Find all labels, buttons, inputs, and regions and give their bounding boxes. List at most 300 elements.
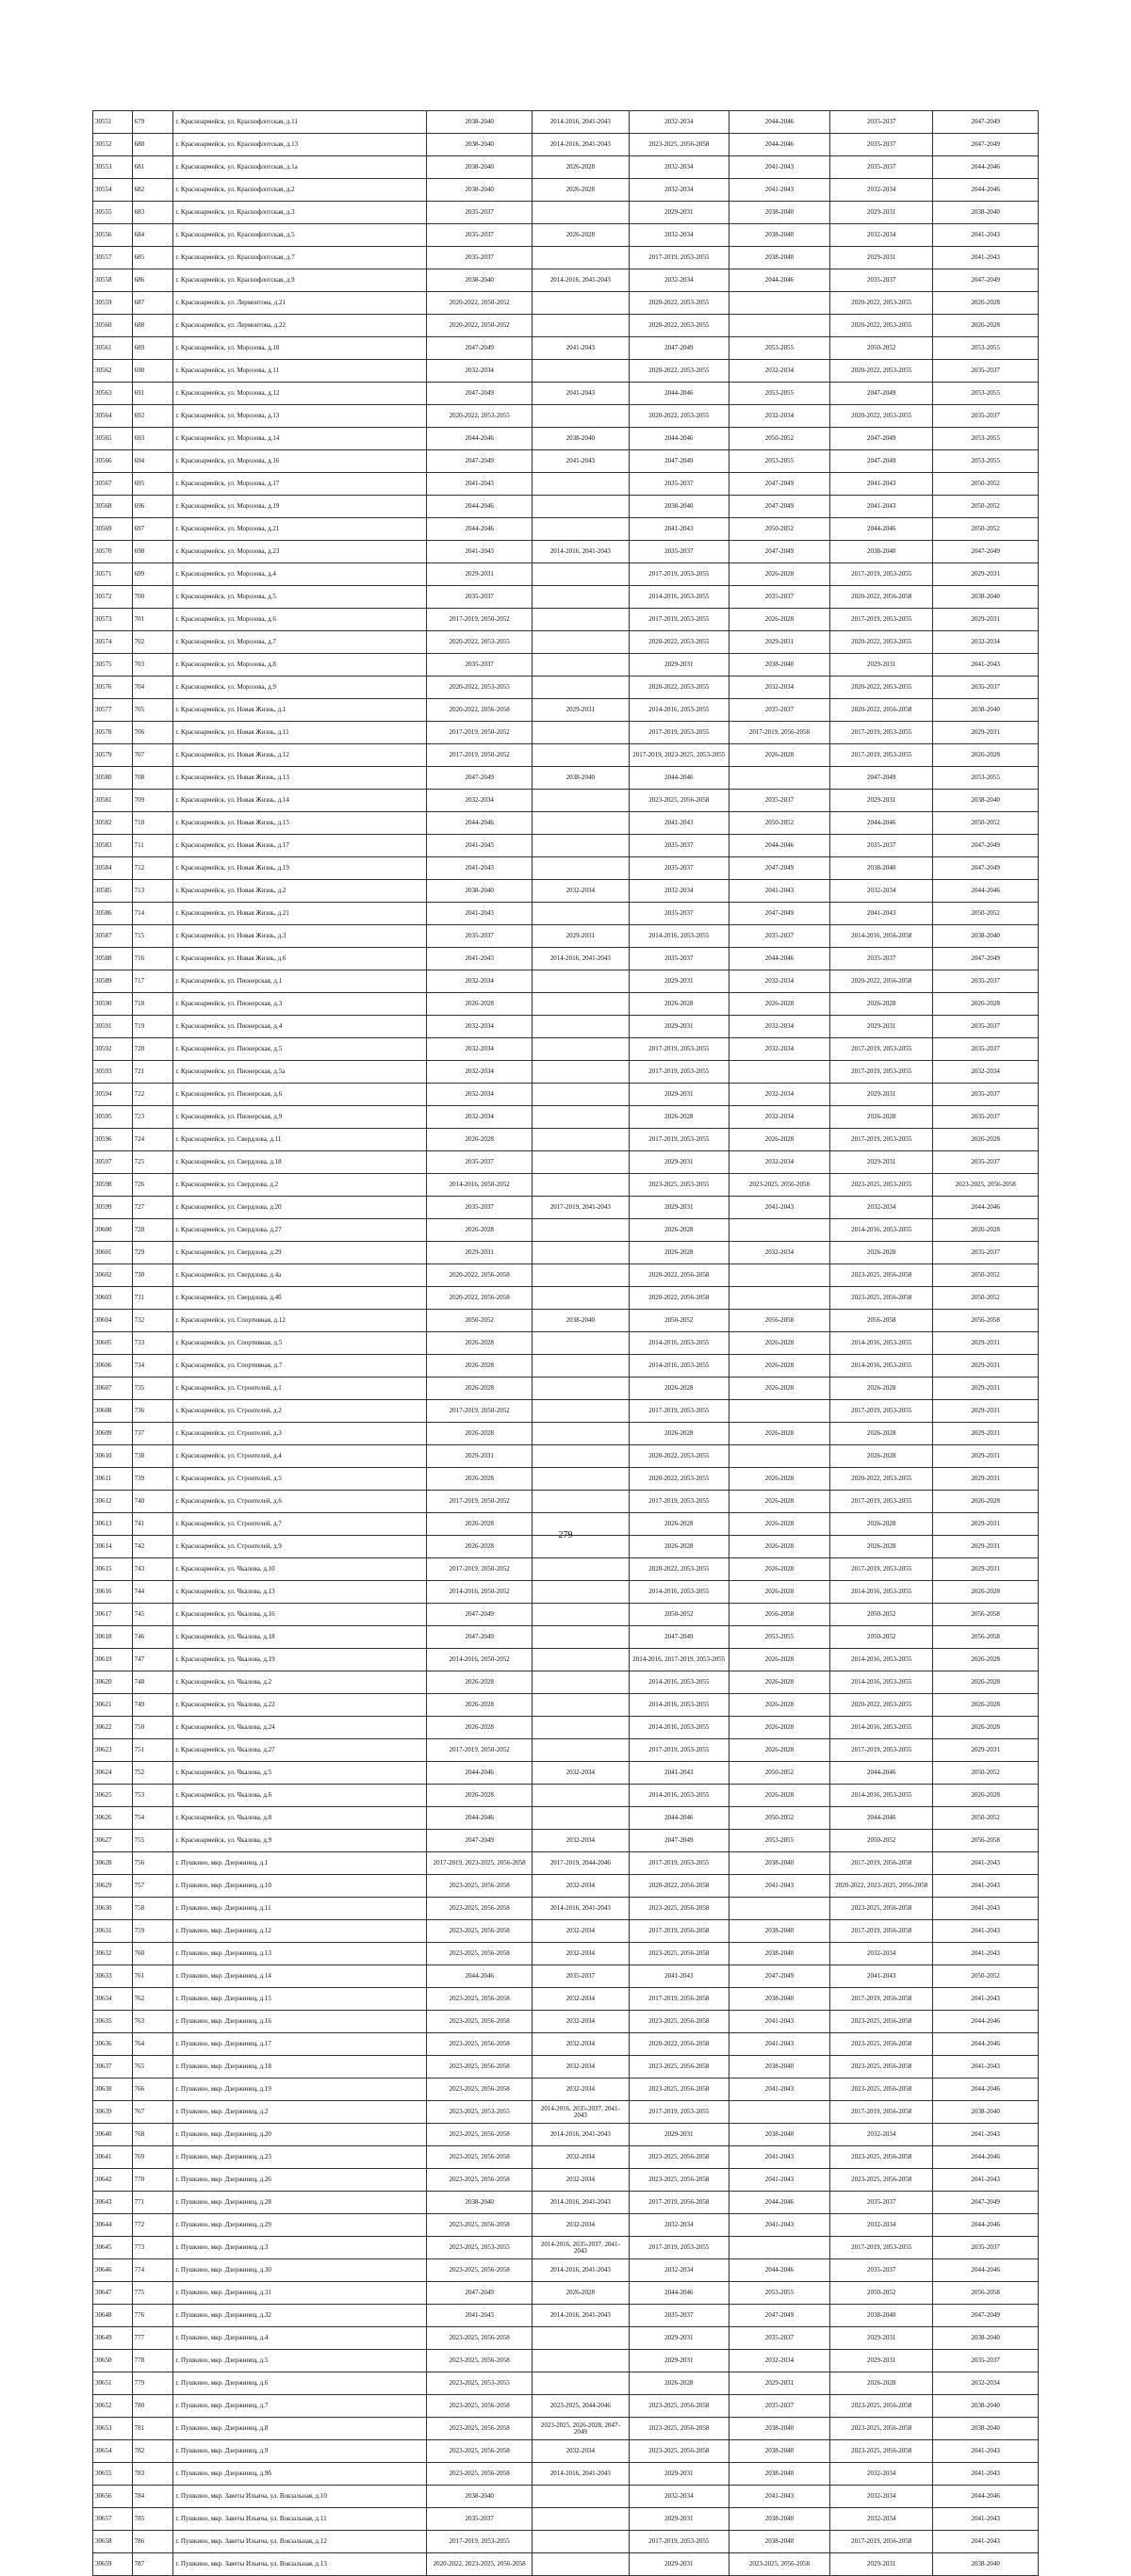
cell-id: 30637 <box>93 2056 133 2079</box>
cell-p4: 2044-2046 <box>729 134 829 156</box>
table-row <box>93 1445 1039 1468</box>
cell-address: г. Пушкино, мкр. Дзержинец, д.6 <box>173 2372 427 2395</box>
cell-p4: 2053-2055 <box>729 2282 829 2305</box>
cell-id: 30567 <box>93 473 133 496</box>
cell-p5: 2014-2016, 2053-2055 <box>830 1671 933 1694</box>
table-row <box>93 1807 1039 1830</box>
cell-address: г. Красноармейск, ул. Пионерская, д.4 <box>173 1016 427 1038</box>
cell-p6: 2044-2046 <box>933 2259 1039 2282</box>
cell-p2 <box>532 1016 629 1038</box>
cell-p4: 2038-2040 <box>729 2124 829 2146</box>
cell-p1: 2035-2037 <box>427 1151 533 1174</box>
cell-p1: 2041-2043 <box>427 835 533 857</box>
cell-address: г. Пушкино, мкр. Дзержинец, д.29 <box>173 2214 427 2237</box>
cell-id: 30577 <box>93 699 133 722</box>
cell-address: г. Красноармейск, ул. Морозова, д.16 <box>173 450 427 473</box>
cell-p5: 2032-2034 <box>830 224 933 247</box>
cell-p5: 2014-2016, 2053-2055 <box>830 1581 933 1604</box>
cell-id: 30631 <box>93 1920 133 1943</box>
cell-address: г. Красноармейск, ул. Краснофлотская, д.13 <box>173 134 427 156</box>
cell-p4: 2035-2037 <box>729 925 829 948</box>
cell-p5: 2026-2028 <box>830 1423 933 1445</box>
cell-p4: 2038-2040 <box>729 2418 829 2440</box>
cell-p3: 2017-2019, 2053-2055 <box>629 2531 729 2553</box>
cell-id: 30627 <box>93 1830 133 1852</box>
table-row <box>93 518 1039 541</box>
cell-p2 <box>532 1717 629 1739</box>
cell-p4: 2032-2034 <box>729 1106 829 1129</box>
cell-address: г. Красноармейск, ул. Новая Жизнь, д.13 <box>173 767 427 790</box>
cell-address: г. Пушкино, мкр. Заветы Ильича, ул. Вокзальная, д.12 <box>173 2531 427 2553</box>
cell-id: 30629 <box>93 1875 133 1898</box>
cell-p4: 2050-2052 <box>729 1807 829 1830</box>
table-row <box>93 2214 1039 2237</box>
table-row <box>93 1604 1039 1626</box>
table-row <box>93 360 1039 383</box>
cell-p6: 2041-2043 <box>933 2508 1039 2531</box>
cell-p4: 2038-2040 <box>729 1852 829 1875</box>
cell-num: 742 <box>132 1536 173 1558</box>
cell-p2: 2014-2016, 2041-2043 <box>532 948 629 970</box>
cell-p6: 2044-2046 <box>933 156 1039 179</box>
cell-p6: 2026-2028 <box>933 1785 1039 1807</box>
cell-p5: 2020-2022, 2053-2055 <box>830 1468 933 1491</box>
cell-p1: 2035-2037 <box>427 247 533 269</box>
cell-p4: 2026-2028 <box>729 1717 829 1739</box>
cell-p1: 2026-2028 <box>427 1423 533 1445</box>
cell-p5: 2017-2019, 2053-2055 <box>830 1491 933 1513</box>
cell-num: 774 <box>132 2259 173 2282</box>
cell-p4: 2026-2028 <box>729 993 829 1016</box>
table-row <box>93 2056 1039 2079</box>
cell-p2 <box>532 1129 629 1151</box>
cell-p4: 2056-2058 <box>729 1310 829 1332</box>
cell-num: 772 <box>132 2214 173 2237</box>
cell-p1: 2047-2049 <box>427 450 533 473</box>
cell-address: г. Красноармейск, ул. Свердлова, д.27 <box>173 1219 427 1242</box>
cell-p2 <box>532 970 629 993</box>
cell-address: г. Красноармейск, ул. Чкалова, д.18 <box>173 1626 427 1649</box>
cell-address: г. Красноармейск, ул. Новая Жизнь, д.6 <box>173 948 427 970</box>
cell-id: 30552 <box>93 134 133 156</box>
table-row <box>93 428 1039 450</box>
cell-address: г. Красноармейск, ул. Морозова, д.9 <box>173 677 427 699</box>
cell-address: г. Красноармейск, ул. Строителей, д.1 <box>173 1378 427 1400</box>
cell-p2: 2038-2040 <box>532 428 629 450</box>
table-row <box>93 1920 1039 1943</box>
cell-p3: 2023-2025, 2056-2058 <box>629 134 729 156</box>
cell-address: г. Красноармейск, ул. Новая Жизнь, д.11 <box>173 722 427 744</box>
cell-num: 762 <box>132 1988 173 2011</box>
cell-address: г. Пушкино, мкр. Дзержинец, д.23 <box>173 2146 427 2169</box>
cell-p5: 2026-2028 <box>830 1445 933 1468</box>
table-row <box>93 1151 1039 1174</box>
cell-id: 30581 <box>93 790 133 812</box>
table-row <box>93 1671 1039 1694</box>
table-row <box>93 903 1039 925</box>
cell-p1: 2041-2043 <box>427 541 533 563</box>
cell-num: 734 <box>132 1355 173 1378</box>
cell-p6: 2041-2043 <box>933 247 1039 269</box>
cell-address: г. Красноармейск, ул. Чкалова, д.19 <box>173 1649 427 1671</box>
cell-p3: 2017-2019, 2056-2058 <box>629 1920 729 1943</box>
cell-p1: 2038-2040 <box>427 269 533 292</box>
cell-p3: 2017-2019, 2053-2055 <box>629 2237 729 2259</box>
cell-address: г. Пушкино, мкр. Дзержинец, д.17 <box>173 2033 427 2056</box>
cell-p5: 2032-2034 <box>830 1943 933 1965</box>
cell-id: 30587 <box>93 925 133 948</box>
cell-id: 30576 <box>93 677 133 699</box>
cell-id: 30599 <box>93 1197 133 1219</box>
cell-num: 730 <box>132 1264 173 1287</box>
cell-p1: 2026-2028 <box>427 1694 533 1717</box>
cell-p4 <box>729 1061 829 1084</box>
cell-address: г. Красноармейск, ул. Новая Жизнь, д.19 <box>173 857 427 880</box>
cell-p4: 2035-2037 <box>729 699 829 722</box>
cell-p5: 2026-2028 <box>830 1513 933 1536</box>
cell-id: 30585 <box>93 880 133 903</box>
cell-p1: 2026-2028 <box>427 1355 533 1378</box>
cell-p4: 2038-2040 <box>729 202 829 224</box>
table-row <box>93 1129 1039 1151</box>
cell-p5: 2014-2016, 2053-2055 <box>830 1649 933 1671</box>
cell-p4: 2032-2034 <box>729 405 829 428</box>
cell-p6: 2029-2031 <box>933 563 1039 586</box>
cell-p2 <box>532 586 629 609</box>
cell-p4: 2047-2049 <box>729 857 829 880</box>
cell-p6: 2038-2040 <box>933 790 1039 812</box>
table-row <box>93 2553 1039 2576</box>
cell-p3: 2023-2025, 2056-2058 <box>629 2146 729 2169</box>
cell-p2: 2026-2028 <box>532 224 629 247</box>
cell-p5: 2014-2016, 2053-2055 <box>830 1219 933 1242</box>
cell-num: 680 <box>132 134 173 156</box>
cell-p5: 2029-2031 <box>830 2350 933 2372</box>
cell-p6: 2041-2043 <box>933 2531 1039 2553</box>
cell-num: 692 <box>132 405 173 428</box>
cell-address: г. Красноармейск, ул. Новая Жизнь, д.21 <box>173 903 427 925</box>
table-row <box>93 1038 1039 1061</box>
cell-p6: 2050-2052 <box>933 496 1039 518</box>
cell-p1: 2038-2040 <box>427 2192 533 2214</box>
cell-p4: 2026-2028 <box>729 1649 829 1671</box>
table-row <box>93 1785 1039 1807</box>
cell-p6: 2029-2031 <box>933 1400 1039 1423</box>
cell-id: 30653 <box>93 2418 133 2440</box>
table-row <box>93 880 1039 903</box>
cell-p4 <box>729 1219 829 1242</box>
cell-p3: 2026-2028 <box>629 2372 729 2395</box>
cell-num: 720 <box>132 1038 173 1061</box>
cell-p3: 2020-2022, 2053-2055 <box>629 677 729 699</box>
cell-p3: 2047-2049 <box>629 450 729 473</box>
cell-p3: 2017-2019, 2053-2055 <box>629 609 729 631</box>
table-row <box>93 156 1039 179</box>
cell-p5: 2050-2052 <box>830 1830 933 1852</box>
cell-p2 <box>532 677 629 699</box>
cell-address: г. Пушкино, мкр. Дзержинец, д.20 <box>173 2124 427 2146</box>
cell-p2 <box>532 1264 629 1287</box>
cell-p5: 2050-2052 <box>830 1604 933 1626</box>
cell-id: 30642 <box>93 2169 133 2192</box>
cell-p2: 2026-2028 <box>532 2282 629 2305</box>
cell-p5: 2026-2028 <box>830 2372 933 2395</box>
cell-p2: 2032-2034 <box>532 2146 629 2169</box>
cell-p2: 2032-2034 <box>532 1875 629 1898</box>
cell-p2 <box>532 1694 629 1717</box>
cell-p4 <box>729 1287 829 1310</box>
cell-p1: 2023-2025, 2056-2058 <box>427 2033 533 2056</box>
cell-id: 30640 <box>93 2124 133 2146</box>
cell-p1: 2032-2034 <box>427 1038 533 1061</box>
cell-p5: 2029-2031 <box>830 790 933 812</box>
cell-p3: 2029-2031 <box>629 202 729 224</box>
cell-id: 30595 <box>93 1106 133 1129</box>
cell-p6: 2026-2028 <box>933 1129 1039 1151</box>
cell-p4: 2044-2046 <box>729 2192 829 2214</box>
cell-p3: 2020-2022, 2056-2058 <box>629 1875 729 1898</box>
cell-p3: 2044-2046 <box>629 383 729 405</box>
cell-address: г. Красноармейск, ул. Морозова, д.23 <box>173 541 427 563</box>
cell-p3: 2029-2031 <box>629 970 729 993</box>
cell-p1: 2023-2025, 2056-2058 <box>427 2124 533 2146</box>
cell-p1: 2047-2049 <box>427 383 533 405</box>
cell-p6: 2032-2034 <box>933 631 1039 654</box>
cell-p1: 2050-2052 <box>427 1310 533 1332</box>
cell-p3: 2020-2022, 2053-2055 <box>629 292 729 315</box>
cell-p5: 2044-2046 <box>830 812 933 835</box>
cell-p2 <box>532 2553 629 2576</box>
cell-p6: 2026-2028 <box>933 315 1039 337</box>
cell-p3: 2023-2025, 2056-2058 <box>629 2169 729 2192</box>
cell-p3: 2020-2022, 2056-2058 <box>629 1287 729 1310</box>
cell-p1: 2014-2016, 2050-2052 <box>427 1649 533 1671</box>
table-row <box>93 1649 1039 1671</box>
cell-p3: 2017-2019, 2053-2055 <box>629 722 729 744</box>
cell-address: г. Красноармейск, ул. Пионерская, д.9 <box>173 1106 427 1129</box>
cell-p5: 2032-2034 <box>830 1197 933 1219</box>
cell-address: г. Красноармейск, ул. Морозова, д.19 <box>173 496 427 518</box>
cell-num: 706 <box>132 722 173 744</box>
cell-address: г. Красноармейск, ул. Чкалова, д.9 <box>173 1830 427 1852</box>
cell-p5: 2026-2028 <box>830 1536 933 1558</box>
cell-p3: 2014-2016, 2053-2055 <box>629 699 729 722</box>
cell-id: 30618 <box>93 1626 133 1649</box>
cell-num: 744 <box>132 1581 173 1604</box>
cell-p1: 2035-2037 <box>427 1197 533 1219</box>
cell-id: 30621 <box>93 1694 133 1717</box>
cell-p3: 2014-2016, 2053-2055 <box>629 1332 729 1355</box>
cell-id: 30575 <box>93 654 133 677</box>
cell-p2: 2032-2034 <box>532 2011 629 2033</box>
cell-p6: 2050-2052 <box>933 1287 1039 1310</box>
cell-num: 783 <box>132 2463 173 2486</box>
cell-id: 30609 <box>93 1423 133 1445</box>
cell-num: 693 <box>132 428 173 450</box>
cell-address: г. Красноармейск, ул. Краснофлотская, д.1а <box>173 156 427 179</box>
cell-p1: 2044-2046 <box>427 428 533 450</box>
cell-id: 30633 <box>93 1965 133 1988</box>
cell-address: г. Красноармейск, ул. Морозова, д.4 <box>173 563 427 586</box>
cell-id: 30628 <box>93 1852 133 1875</box>
cell-p4: 2026-2028 <box>729 609 829 631</box>
cell-p4: 2050-2052 <box>729 1762 829 1785</box>
cell-num: 682 <box>132 179 173 202</box>
cell-id: 30632 <box>93 1943 133 1965</box>
cell-num: 749 <box>132 1694 173 1717</box>
cell-address: г. Пушкино, мкр. Дзержинец, д.1 <box>173 1852 427 1875</box>
cell-p2: 2032-2034 <box>532 2169 629 2192</box>
cell-p3: 2029-2031 <box>629 2508 729 2531</box>
table-row <box>93 2146 1039 2169</box>
cell-p4: 2050-2052 <box>729 518 829 541</box>
cell-p5: 2023-2025, 2056-2058 <box>830 2418 933 2440</box>
cell-p4: 2047-2049 <box>729 2305 829 2327</box>
table-row <box>93 2418 1039 2440</box>
cell-p1: 2044-2046 <box>427 1807 533 1830</box>
cell-id: 30570 <box>93 541 133 563</box>
cell-id: 30623 <box>93 1739 133 1762</box>
cell-p2 <box>532 1084 629 1106</box>
cell-p1: 2023-2025, 2056-2058 <box>427 2418 533 2440</box>
cell-p4: 2053-2055 <box>729 383 829 405</box>
cell-p6: 2041-2043 <box>933 2169 1039 2192</box>
cell-id: 30636 <box>93 2033 133 2056</box>
cell-p4: 2044-2046 <box>729 2259 829 2282</box>
cell-p3: 2026-2028 <box>629 1423 729 1445</box>
cell-address: г. Красноармейск, ул. Чкалова, д.24 <box>173 1717 427 1739</box>
cell-p3: 2020-2022, 2053-2055 <box>629 405 729 428</box>
cell-p5: 2032-2034 <box>830 2463 933 2486</box>
cell-num: 764 <box>132 2033 173 2056</box>
cell-p4: 2047-2049 <box>729 496 829 518</box>
cell-p4 <box>729 315 829 337</box>
cell-address: г. Пушкино, мкр. Дзержинец, д.13 <box>173 1943 427 1965</box>
cell-p1: 2035-2037 <box>427 224 533 247</box>
cell-address: г. Красноармейск, ул. Морозова, д.11 <box>173 360 427 383</box>
cell-p2 <box>532 654 629 677</box>
cell-p2: 2026-2028 <box>532 179 629 202</box>
cell-num: 755 <box>132 1830 173 1852</box>
cell-address: г. Красноармейск, ул. Строителей, д.3 <box>173 1423 427 1445</box>
cell-p4 <box>729 2237 829 2259</box>
cell-p6: 2032-2034 <box>933 1061 1039 1084</box>
cell-id: 30586 <box>93 903 133 925</box>
cell-p1: 2044-2046 <box>427 1965 533 1988</box>
cell-p5: 2017-2019, 2056-2058 <box>830 2531 933 2553</box>
cell-p3: 2029-2031 <box>629 2350 729 2372</box>
table-row <box>93 699 1039 722</box>
table-row <box>93 2011 1039 2033</box>
cell-id: 30658 <box>93 2531 133 2553</box>
cell-id: 30582 <box>93 812 133 835</box>
cell-p6: 2050-2052 <box>933 1965 1039 1988</box>
table-row <box>93 857 1039 880</box>
cell-num: 765 <box>132 2056 173 2079</box>
table-row <box>93 812 1039 835</box>
cell-p1: 2038-2040 <box>427 880 533 903</box>
cell-p3: 2047-2049 <box>629 1626 729 1649</box>
cell-num: 777 <box>132 2327 173 2350</box>
cell-address: г. Пушкино, мкр. Дзержинец, д.14 <box>173 1965 427 1988</box>
cell-p6: 2047-2049 <box>933 111 1039 134</box>
cell-p6: 2056-2058 <box>933 1604 1039 1626</box>
cell-p3: 2014-2016, 2053-2055 <box>629 1785 729 1807</box>
cell-p3: 2023-2025, 2056-2058 <box>629 1898 729 1920</box>
cell-p4: 2035-2037 <box>729 586 829 609</box>
cell-p1: 2017-2019, 2023-2025, 2056-2058 <box>427 1852 533 1875</box>
cell-p4: 2026-2028 <box>729 744 829 767</box>
cell-p6: 2056-2058 <box>933 2282 1039 2305</box>
cell-num: 679 <box>132 111 173 134</box>
cell-p4: 2038-2040 <box>729 1988 829 2011</box>
cell-p4: 2029-2031 <box>729 2372 829 2395</box>
cell-p4: 2047-2049 <box>729 1965 829 1988</box>
cell-p3: 2023-2025, 2056-2058 <box>629 2056 729 2079</box>
cell-p5: 2035-2037 <box>830 2192 933 2214</box>
cell-num: 687 <box>132 292 173 315</box>
cell-p2 <box>532 609 629 631</box>
cell-id: 30572 <box>93 586 133 609</box>
cell-num: 769 <box>132 2146 173 2169</box>
cell-p1: 2026-2028 <box>427 993 533 1016</box>
cell-p4: 2023-2025, 2056-2058 <box>729 1174 829 1197</box>
cell-p1: 2023-2025, 2056-2058 <box>427 1943 533 1965</box>
cell-p4: 2041-2043 <box>729 1197 829 1219</box>
cell-p5: 2017-2019, 2053-2055 <box>830 563 933 586</box>
cell-p6: 2038-2040 <box>933 2418 1039 2440</box>
cell-p6: 2050-2052 <box>933 1762 1039 1785</box>
cell-id: 30566 <box>93 450 133 473</box>
cell-p5: 2047-2049 <box>830 767 933 790</box>
table-row <box>93 2350 1039 2372</box>
cell-p5: 2023-2025, 2056-2058 <box>830 2395 933 2418</box>
cell-p5: 2035-2037 <box>830 2259 933 2282</box>
table-row <box>93 405 1039 428</box>
cell-address: г. Красноармейск, ул. Морозова, д.7 <box>173 631 427 654</box>
cell-address: г. Красноармейск, ул. Пионерская, д.5а <box>173 1061 427 1084</box>
cell-p6: 2038-2040 <box>933 2327 1039 2350</box>
cell-p2 <box>532 1219 629 1242</box>
cell-address: г. Пушкино, мкр. Дзержинец, д.3 <box>173 2237 427 2259</box>
cell-p6: 2050-2052 <box>933 903 1039 925</box>
cell-num: 716 <box>132 948 173 970</box>
cell-id: 30553 <box>93 156 133 179</box>
cell-p5: 2020-2022, 2056-2058 <box>830 970 933 993</box>
cell-p1: 2023-2025, 2056-2058 <box>427 2146 533 2169</box>
cell-p4: 2035-2037 <box>729 790 829 812</box>
cell-p4: 2032-2034 <box>729 1016 829 1038</box>
cell-p5: 2029-2031 <box>830 2553 933 2576</box>
cell-p1: 2020-2022, 2023-2025, 2056-2058 <box>427 2553 533 2576</box>
cell-p1: 2032-2034 <box>427 1016 533 1038</box>
cell-num: 705 <box>132 699 173 722</box>
cell-p5: 2026-2028 <box>830 1106 933 1129</box>
cell-address: г. Красноармейск, ул. Строителей, д.7 <box>173 1513 427 1536</box>
cell-num: 770 <box>132 2169 173 2192</box>
cell-p3: 2014-2016, 2053-2055 <box>629 1694 729 1717</box>
cell-p6: 2035-2037 <box>933 405 1039 428</box>
cell-p3: 2020-2022, 2053-2055 <box>629 1445 729 1468</box>
cell-id: 30606 <box>93 1355 133 1378</box>
cell-num: 750 <box>132 1717 173 1739</box>
cell-p6: 2029-2031 <box>933 722 1039 744</box>
cell-p2: 2038-2040 <box>532 767 629 790</box>
cell-id: 30612 <box>93 1491 133 1513</box>
cell-p6: 2041-2043 <box>933 2463 1039 2486</box>
cell-num: 758 <box>132 1898 173 1920</box>
cell-p3: 2041-2043 <box>629 1762 729 1785</box>
